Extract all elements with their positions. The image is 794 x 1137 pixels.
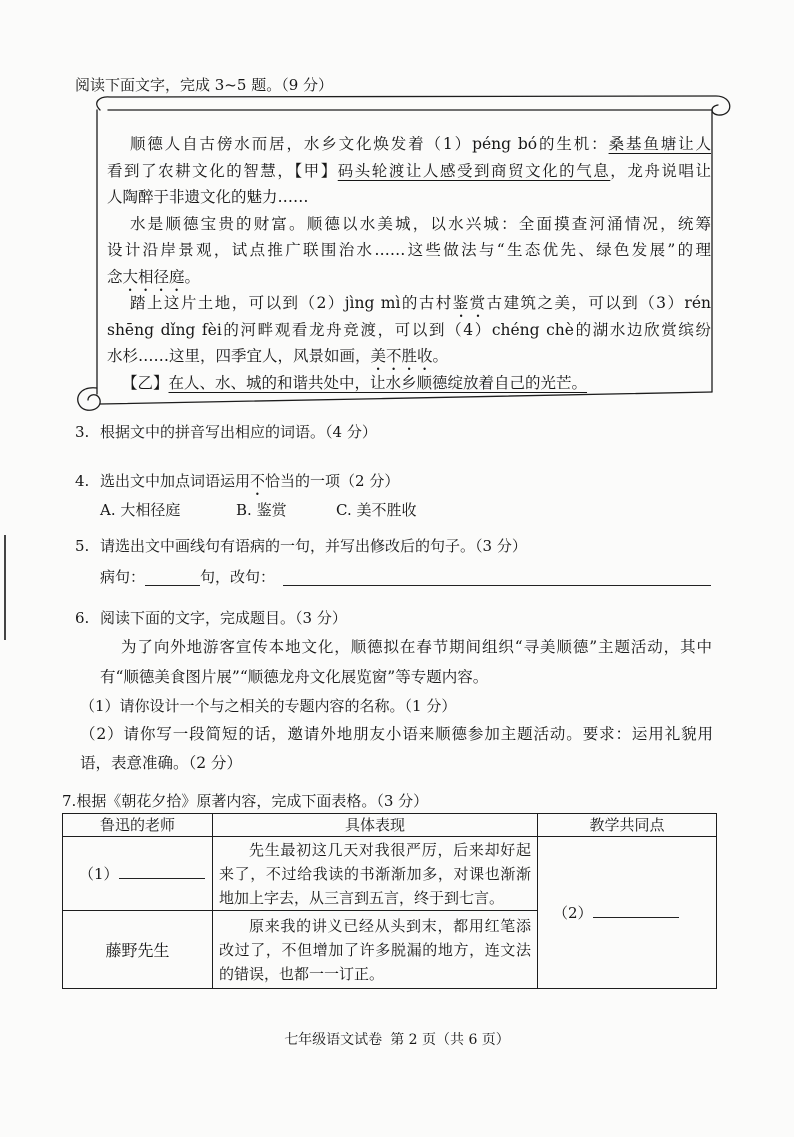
passage-line (107, 158, 711, 185)
question-6-passage-line: 为了向外地游客宣传本地文化，顺德拟在春节期间组织“寻美顺德”主题活动，其中 (121, 638, 712, 656)
passage-line (107, 370, 711, 397)
performance-cell-1 (213, 837, 538, 911)
passage-line (107, 290, 711, 317)
question-number: 3. (75, 423, 90, 441)
scroll-passage (107, 131, 711, 396)
underlined-sentence: 在人、水、城的和谐共处中，让水乡顺德绽放着自己的光芒。 (168, 373, 588, 392)
passage-line (107, 343, 711, 370)
passage-text: 念 (107, 267, 123, 286)
performance-line: 来了，不过给我读的书渐渐加多，对课也渐渐 (219, 864, 531, 883)
option-a (100, 501, 236, 519)
question-6 (75, 609, 715, 627)
passage-text: 踏上这片土地，可以到（2）jìng mì的古村 (130, 294, 453, 312)
option-text: 鉴赏 (256, 501, 287, 519)
option-letter: B. (236, 501, 252, 519)
fix-sentence-label: 句，改句： (200, 568, 276, 586)
option-text: 美不胜收 (356, 501, 417, 519)
question-6-sub-2-line: 语，表意准确。（2 分） (80, 754, 243, 772)
passage-text: 古建筑之美，可以到（3）rén (486, 294, 711, 312)
teacher-blank (119, 864, 205, 879)
teacher-cell-1 (63, 837, 213, 911)
performance-cell-2 (213, 911, 538, 989)
passage-line (107, 237, 711, 264)
scan-edge-line (4, 535, 6, 640)
passage-paragraph (107, 290, 711, 370)
teacher-label: （1） (79, 865, 119, 883)
question-text: 根据文中的拼音写出相应的词语。（4 分） (100, 423, 377, 441)
question-6-passage (100, 632, 712, 692)
question-6-sub-2-line: （2）请你写一段简短的话，邀请外地朋友小语来顺德参加主题活动。要求：运用礼貌用 (80, 725, 713, 743)
question-6-sub-2 (80, 720, 713, 778)
option-text: 大相径庭 (120, 501, 181, 519)
passage-text: 顺德人自古傍水而居，水乡文化焕发着（1）péng bó的生机： (130, 135, 609, 153)
passage-text: ，龙舟说唱让 (610, 161, 711, 180)
option-b (236, 501, 336, 519)
passage-paragraph (107, 131, 711, 211)
question-4-options (100, 501, 417, 519)
sick-sentence-blank (145, 570, 200, 586)
table-row (63, 837, 717, 911)
page-number: 第 2 页（共 6 页） (390, 1032, 510, 1048)
question-4 (75, 472, 715, 499)
page-footer (0, 1031, 794, 1049)
option-c (336, 501, 417, 519)
paper-title: 七年级语文试卷 (284, 1032, 383, 1048)
question-6-sub-1: （1）请你设计一个与之相关的专题内容的名称。（1 分） (80, 697, 457, 715)
fix-sentence-blank (283, 570, 711, 586)
passage-text: 。 (184, 267, 201, 286)
question-5-answer-line (100, 568, 711, 586)
option-letter: C. (336, 501, 352, 519)
performance-line: 地加上字去，从三言到五言，终于到七言。 (219, 888, 505, 907)
passage-line (107, 211, 711, 238)
passage-line (107, 264, 711, 291)
teacher-table (62, 813, 717, 989)
passage-text: 人陶醉于非遗文化的魅力…… (107, 188, 309, 206)
question-text: 根据《朝花夕拾》原著内容，完成下面表格。（3 分） (76, 792, 429, 810)
header-common-point: 教学共同点 (538, 814, 717, 837)
header-teacher: 鲁迅的老师 (63, 814, 213, 837)
performance-line: 先生最初这几天对我很严厉，后来却好起 (249, 840, 531, 859)
question-number: 5. (75, 537, 90, 555)
question-number: 4. (75, 472, 90, 490)
common-point-label: （2） (553, 904, 593, 922)
passage-text: shēng dǐng fèi的河畔观看龙舟竞渡，可以到（4）chéng chè的湖水边欣赏缤纷 (107, 320, 711, 339)
option-letter: A. (100, 501, 116, 519)
common-point-cell (538, 837, 717, 989)
performance-line: 原来我的讲义已经从头到末，都用红笔添 (249, 916, 531, 935)
passage-text: 水杉……这里，四季宜人，风景如画， (107, 347, 371, 365)
passage-text: 【乙】 (122, 373, 169, 392)
question-number: 7. (62, 792, 77, 810)
question-3 (75, 423, 715, 441)
passage-line (107, 184, 711, 211)
dotted-word: 大相径庭 (122, 267, 185, 286)
passage-line (107, 131, 711, 158)
dotted-word: 不 (250, 472, 266, 490)
question-7 (62, 792, 702, 810)
question-text: 请选出文中画线句有语病的一句，并写出修改后的句子。（3 分） (100, 537, 527, 555)
table-header-row (63, 814, 717, 837)
question-5 (75, 537, 715, 555)
underlined-sentence: 桑基鱼塘让人 (608, 135, 711, 153)
teacher-cell-2: 藤野先生 (63, 911, 213, 989)
underlined-sentence: 码头轮渡让人感受到商贸文化的气息 (337, 161, 611, 180)
question-6-passage-line: 有“顺德美食图片展”“顺德龙舟文化展览窗”等专题内容。 (100, 668, 489, 686)
performance-line: 改过了，不但增加了许多脱漏的地方，连文法 (219, 940, 531, 959)
reading-instruction: 阅读下面文字，完成 3~5 题。（9 分） (75, 76, 334, 94)
passage-text: 水是顺德宝贵的财富。顺德以水美城，以水兴城：全面摸查河涌情况，统筹 (130, 214, 711, 233)
passage-line (107, 317, 711, 344)
question-text: 选出文中加点词语运用 (100, 472, 251, 490)
question-number: 6. (75, 609, 90, 627)
passage-paragraph (107, 211, 711, 291)
question-text: 阅读下面的文字，完成题目。（3 分） (100, 609, 347, 627)
performance-text (213, 838, 537, 910)
common-point-blank (593, 903, 679, 918)
performance-text (213, 914, 537, 986)
passage-text: 。 (432, 347, 449, 365)
passage-paragraph (107, 370, 711, 397)
performance-line: 的错误，也都一一订正。 (219, 964, 385, 983)
passage-text: 看到了农耕文化的智慧，【甲】 (107, 161, 338, 180)
passage-text: 设计沿岸景观，试点推广联围治水……这些做法与“生态优先、绿色发展”的理 (107, 241, 711, 259)
scroll-top-edge (97, 96, 730, 115)
header-performance: 具体表现 (213, 814, 538, 837)
dotted-word: 美不胜收 (370, 347, 433, 365)
dotted-word: 鉴赏 (452, 294, 487, 312)
sick-sentence-label: 病句： (100, 568, 146, 586)
question-text: 恰当的一项（2 分） (265, 472, 400, 490)
